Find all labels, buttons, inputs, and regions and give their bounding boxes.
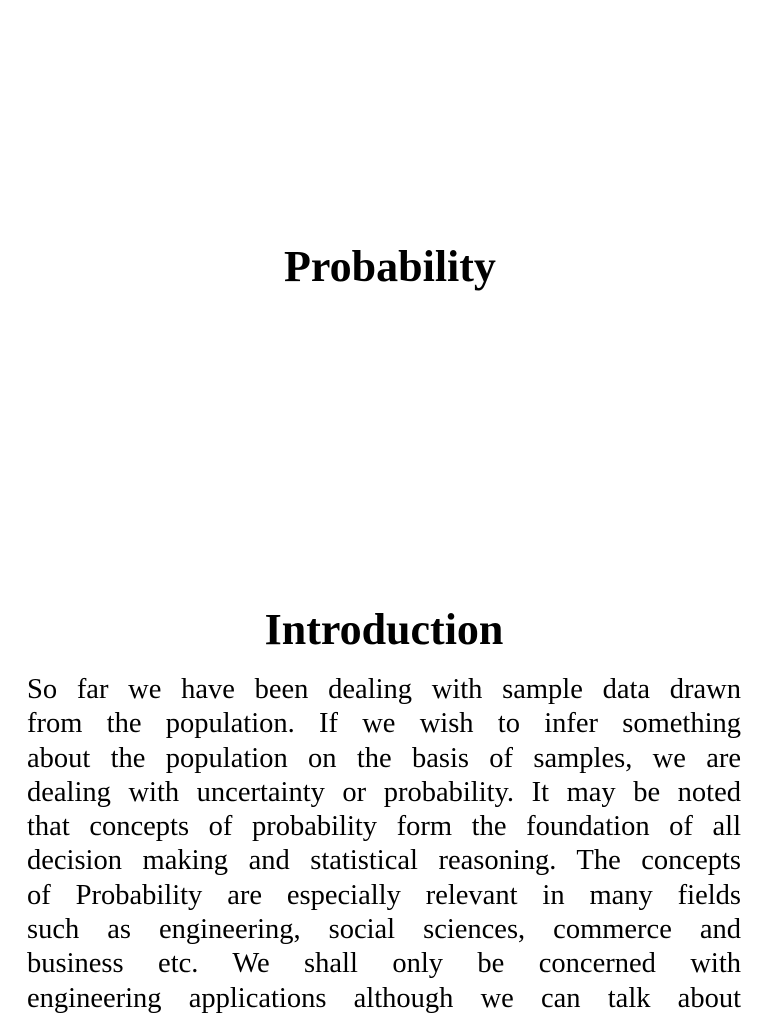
paragraph-line: about the population on the basis of samples, we are [27, 742, 741, 774]
paragraph-line: engineering applications although we can talk about [27, 982, 741, 1014]
paragraph-line: from the population. If we wish to infer something [27, 708, 741, 740]
paragraph-line: business etc. We shall only be concerned with [27, 948, 741, 980]
page-title: Probability [284, 242, 496, 291]
paragraph-line: that concepts of probability form the foundation of all [27, 811, 741, 843]
paragraph-line: such as engineering, social sciences, commerce and [27, 914, 741, 946]
paragraph-line: of Probability are especially relevant in many fields [27, 879, 741, 911]
section-heading-introduction: Introduction [264, 605, 504, 654]
paragraph-line: So far we have been dealing with sample data drawn [27, 674, 741, 705]
paragraph-line: decision making and statistical reasoning. The concepts [27, 845, 741, 877]
introduction-paragraph [27, 673, 741, 1016]
paragraph-line: dealing with uncertainty or probability. It may be noted [27, 776, 741, 808]
